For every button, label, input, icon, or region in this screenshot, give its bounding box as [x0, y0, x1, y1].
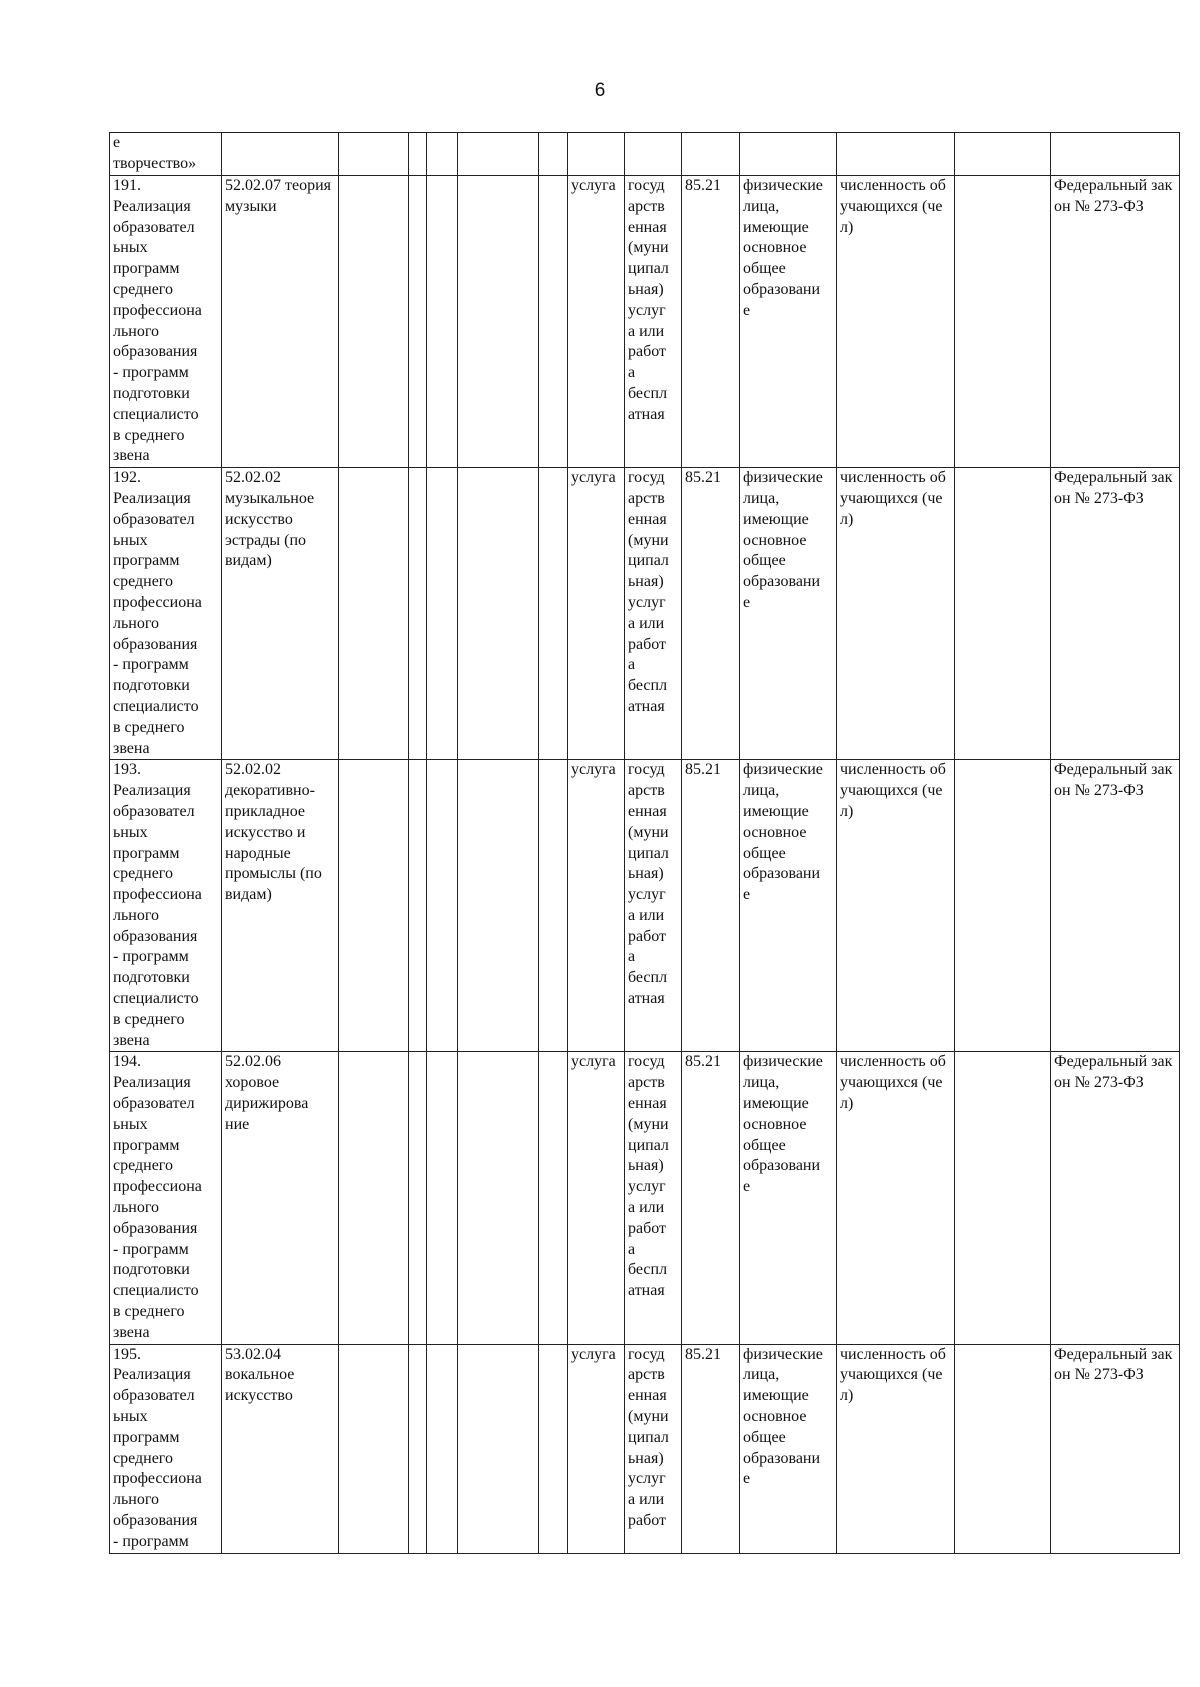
cell-empty [427, 1052, 458, 1344]
cell-empty [339, 760, 409, 1052]
indicator-text: численность обучающихся (чел) [840, 177, 946, 236]
cell-empty [458, 1344, 539, 1553]
continuation-row [110, 133, 1180, 176]
okved-text: 85.21 [685, 469, 721, 487]
indicator-text: численность обучающихся (чел) [840, 1053, 946, 1113]
cell-empty [539, 1052, 568, 1344]
cell-empty [955, 1052, 1051, 1344]
legal-basis-text: Федеральный закон № 273-ФЗ [1054, 177, 1173, 215]
cell-empty [427, 1344, 458, 1553]
cell-legal-basis [1051, 176, 1180, 468]
cell-service-name [110, 1052, 222, 1344]
table-row [110, 176, 1180, 468]
cell-indicator [837, 1052, 955, 1344]
cell-program-code [222, 1052, 339, 1344]
cell-okved [682, 468, 740, 760]
legal-basis-text: Федеральный закон № 273-ФЗ [1054, 761, 1173, 800]
cell-okved [682, 1052, 740, 1344]
cell-empty [427, 133, 458, 176]
service-name-text: 195. Реализация образовател ьных программ среднего профессиона льного образования - программ [113, 1345, 202, 1550]
type-text: услуга [571, 1053, 616, 1071]
cell-empty [955, 133, 1051, 176]
cell-service-name [110, 133, 222, 176]
type-text: услуга [571, 469, 616, 487]
service-name-text: 191. Реализация образовател ьных программ среднего профессиона льного образования - программ подготовки специалисто в среднего звена [113, 177, 202, 465]
cell-nature [625, 1052, 682, 1344]
cell-indicator [837, 468, 955, 760]
program-code-text: 52.02.02 музыкальное искусство эстрады (по видам) [225, 469, 315, 570]
cell-empty [409, 133, 427, 176]
table-row [110, 1052, 1180, 1344]
program-code-text: 52.02.06 хоровое дирижирова ние [225, 1053, 309, 1133]
okved-text: 85.21 [685, 177, 721, 194]
recipients-text: физические лица, имеющие основное общее образовани е [743, 761, 823, 904]
cell-program-code [222, 468, 339, 760]
cell-recipients [740, 468, 837, 760]
cell-empty [409, 1344, 427, 1553]
cell-empty [1051, 133, 1180, 176]
cell-empty [427, 760, 458, 1052]
cell-empty [339, 1344, 409, 1553]
cell-empty [339, 1052, 409, 1344]
service-name-text: 194. Реализация образовател ьных программ среднего профессиона льного образования - программ подготовки специалисто в среднего звена [113, 1053, 202, 1341]
type-text: услуга [571, 177, 616, 194]
program-code-text: 52.02.02 декоративно-прикладное искусство и народные промыслы (по видам) [225, 761, 322, 904]
cell-empty [539, 468, 568, 760]
cell-empty [458, 1052, 539, 1344]
cell-legal-basis [1051, 1052, 1180, 1344]
cell-empty [339, 176, 409, 468]
cell-service-name [110, 176, 222, 468]
cell-indicator [837, 760, 955, 1052]
cell-nature [625, 176, 682, 468]
cell-empty [837, 133, 955, 176]
cell-legal-basis [1051, 1344, 1180, 1553]
cell-program-code [222, 176, 339, 468]
legal-basis-text: Федеральный закон № 273-ФЗ [1054, 1053, 1173, 1092]
cell-type [568, 176, 625, 468]
service-name-text: 192. Реализация образовател ьных программ среднего профессиона льного образования - программ подготовки специалисто в среднего звена [113, 469, 202, 757]
indicator-text: численность обучающихся (чел) [840, 469, 946, 528]
cell-legal-basis [1051, 468, 1180, 760]
cell-empty [539, 1344, 568, 1553]
cell-empty [427, 176, 458, 468]
cell-indicator [837, 1344, 955, 1553]
cell-empty [539, 760, 568, 1052]
nature-text: госуд арств енная (муни ципал ьная) услуг а или работ а беспл атная [628, 761, 669, 1008]
cell-service-name [110, 1344, 222, 1553]
okved-text: 85.21 [685, 761, 721, 779]
program-code-text: 52.02.07 теория музыки [225, 177, 332, 215]
cell-type [568, 1344, 625, 1553]
cell-nature [625, 760, 682, 1052]
program-code-text: 53.02.04 вокальное искусство [225, 1345, 295, 1405]
page-number: 6 [594, 80, 606, 101]
cell-empty [458, 760, 539, 1052]
cell-empty [339, 133, 409, 176]
cell-okved [682, 760, 740, 1052]
cell-empty [458, 133, 539, 176]
cell-nature [625, 468, 682, 760]
nature-text: госуд арств енная (муни ципал ьная) услуг а или работ а беспл атная [628, 177, 669, 423]
cell-empty [458, 468, 539, 760]
recipients-text: физические лица, имеющие основное общее образовани е [743, 1345, 823, 1488]
nature-text: госуд арств енная (муни ципал ьная) услуг а или работ [628, 1345, 669, 1529]
cell-empty [625, 133, 682, 176]
okved-text: 85.21 [685, 1345, 721, 1363]
cell-empty [409, 760, 427, 1052]
recipients-text: физические лица, имеющие основное общее образовани е [743, 469, 823, 611]
cell-service-name [110, 468, 222, 760]
cell-type [568, 468, 625, 760]
cell-empty [568, 133, 625, 176]
type-text: услуга [571, 1345, 616, 1363]
cell-recipients [740, 176, 837, 468]
nature-text: госуд арств енная (муни ципал ьная) услуг а или работ а беспл атная [628, 469, 669, 715]
cell-empty [955, 760, 1051, 1052]
cell-type [568, 760, 625, 1052]
cell-empty [409, 1052, 427, 1344]
okved-text: 85.21 [685, 1053, 721, 1071]
cell-empty [409, 176, 427, 468]
services-registry-table [109, 132, 1180, 1554]
cell-program-code [222, 1344, 339, 1553]
recipients-text: физические лица, имеющие основное общее образовани е [743, 1053, 823, 1196]
cell-type [568, 1052, 625, 1344]
cell-empty [955, 468, 1051, 760]
cell-empty [222, 133, 339, 176]
recipients-text: физические лица, имеющие основное общее образовани е [743, 177, 823, 319]
cell-empty [539, 176, 568, 468]
table-body [110, 133, 1180, 1554]
cell-empty [409, 468, 427, 760]
cell-empty [955, 1344, 1051, 1553]
table-row [110, 1344, 1180, 1553]
cell-okved [682, 1344, 740, 1553]
cell-empty [339, 468, 409, 760]
cell-program-code [222, 760, 339, 1052]
table-row [110, 760, 1180, 1052]
cell-recipients [740, 1344, 837, 1553]
legal-basis-text: Федеральный закон № 273-ФЗ [1054, 1345, 1173, 1384]
cell-empty [682, 133, 740, 176]
legal-basis-text: Федеральный закон № 273-ФЗ [1054, 469, 1173, 507]
service-name-text: е творчество» [113, 134, 197, 172]
cell-indicator [837, 176, 955, 468]
cell-recipients [740, 760, 837, 1052]
cell-empty [539, 133, 568, 176]
type-text: услуга [571, 761, 616, 779]
nature-text: госуд арств енная (муни ципал ьная) услуг а или работ а беспл атная [628, 1053, 669, 1300]
cell-empty [740, 133, 837, 176]
indicator-text: численность обучающихся (чел) [840, 761, 946, 820]
cell-service-name [110, 760, 222, 1052]
service-name-text: 193. Реализация образовател ьных программ среднего профессиона льного образования - программ подготовки специалисто в среднего звена [113, 761, 202, 1049]
indicator-text: численность обучающихся (чел) [840, 1345, 946, 1405]
cell-empty [427, 468, 458, 760]
cell-legal-basis [1051, 760, 1180, 1052]
cell-nature [625, 1344, 682, 1553]
cell-recipients [740, 1052, 837, 1344]
cell-empty [458, 176, 539, 468]
cell-empty [955, 176, 1051, 468]
cell-okved [682, 176, 740, 468]
table-row [110, 468, 1180, 760]
